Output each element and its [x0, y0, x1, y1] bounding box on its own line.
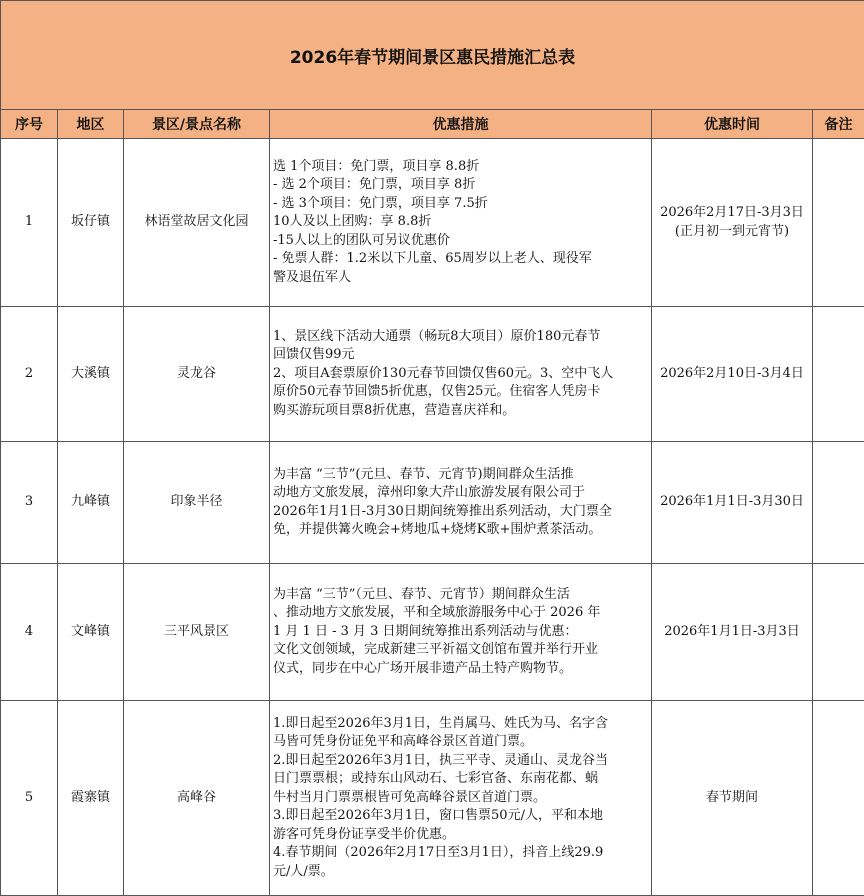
- row-remarks: [813, 139, 864, 307]
- row-remarks: [813, 307, 864, 442]
- table-row: [1, 307, 864, 442]
- row-scenic: 高峰谷: [124, 701, 270, 896]
- measure-line: 文化文创领域，完成新建三平祈福文创馆布置并举行开业: [273, 641, 647, 660]
- period-line: 2026年2月10日-3月4日: [652, 365, 812, 384]
- row-scenic: 三平风景区: [124, 564, 270, 701]
- row-period: [652, 442, 813, 564]
- measure-line: 选 1个项目：免门票，项目享 8.8折: [273, 158, 647, 177]
- row-period: [652, 139, 813, 307]
- header-period: 优惠时间: [652, 110, 813, 139]
- row-seq: 5: [1, 701, 58, 896]
- measure-line: 牛村当月门票票根皆可免高峰谷景区首道门票。: [273, 789, 647, 808]
- row-scenic: 灵龙谷: [124, 307, 270, 442]
- table-row: [1, 701, 864, 896]
- measure-line: 原价50元春节回馈5折优惠，仅售25元。住宿客人凭房卡: [273, 383, 647, 402]
- measure-line: 2、项目A套票原价130元春节回馈仅售60元。3、空中飞人: [273, 365, 647, 384]
- row-region: 九峰镇: [58, 442, 124, 564]
- row-remarks: [813, 564, 864, 701]
- measure-line: 、推动地方文旅发展，平和全域旅游服务中心于 2026 年: [273, 604, 647, 623]
- row-seq: 2: [1, 307, 58, 442]
- measure-line: -15人以上的团队可另议优惠价: [273, 232, 647, 251]
- header-seq: 序号: [1, 110, 58, 139]
- header-region: 地区: [58, 110, 124, 139]
- period-line: 2026年2月17日-3月3日: [652, 204, 812, 223]
- measure-line: - 选 3个项目：免门票，项目享 7.5折: [273, 195, 647, 214]
- measure-line: - 选 2个项目：免门票，项目享 8折: [273, 176, 647, 195]
- measure-line: 2.即日起至2026年3月1日，执三平寺、灵通山、灵龙谷当: [273, 752, 647, 771]
- measure-line: 仪式，同步在中心广场开展非遗产品土特产购物节。: [273, 660, 647, 679]
- period-line: 2026年1月1日-3月30日: [652, 493, 812, 512]
- measure-line: 3.即日起至2026年3月1日，窗口售票50元/人，平和本地: [273, 807, 647, 826]
- measure-line: 元/人/票。: [273, 863, 647, 882]
- measure-line: 动地方文旅发展，漳州印象大芹山旅游发展有限公司于: [273, 484, 647, 503]
- measure-line: 警及退伍军人: [273, 269, 647, 288]
- measure-line: 1 月 1 日 - 3 月 3 日期间统筹推出系列活动与优惠：: [273, 623, 647, 642]
- row-remarks: [813, 442, 864, 564]
- row-period: [652, 307, 813, 442]
- row-remarks: [813, 701, 864, 896]
- period-line: (正月初一到元宵节): [652, 223, 812, 242]
- table-title: 2026年春节期间景区惠民措施汇总表: [1, 1, 864, 110]
- measure-line: 为丰富 “三节”（元旦、春节、元宵节）期间群众生活: [273, 586, 647, 605]
- measure-line: 游客可凭身份证享受半价优惠。: [273, 826, 647, 845]
- measure-line: 1、景区线下活动大通票（畅玩8大项目）原价180元春节: [273, 328, 647, 347]
- measure-line: 2026年1月1日-3月30日期间统筹推出系列活动，大门票全: [273, 503, 647, 522]
- row-seq: 3: [1, 442, 58, 564]
- header-measures: 优惠措施: [270, 110, 652, 139]
- row-measures: [270, 701, 652, 896]
- period-line: 2026年1月1日-3月3日: [652, 623, 812, 642]
- header-row: [1, 110, 864, 139]
- header-scenic: 景区/景点名称: [124, 110, 270, 139]
- row-region: 霞寨镇: [58, 701, 124, 896]
- row-period: [652, 564, 813, 701]
- row-measures: [270, 139, 652, 307]
- measure-line: 日门票票根；或持东山风动石、七彩官备、东南花都、蜗: [273, 770, 647, 789]
- row-scenic: 印象半径: [124, 442, 270, 564]
- measure-line: 免，并提供篝火晚会+烤地瓜+烧烤K歌+围炉煮茶活动。: [273, 521, 647, 540]
- row-measures: [270, 307, 652, 442]
- row-region: 文峰镇: [58, 564, 124, 701]
- title-row: [1, 1, 864, 110]
- measure-line: - 免票人群：1.2米以下儿童、65周岁以上老人、现役军: [273, 250, 647, 269]
- table-row: [1, 442, 864, 564]
- table-row: [1, 139, 864, 307]
- measure-line: 马皆可凭身份证免平和高峰谷景区首道门票。: [273, 733, 647, 752]
- row-scenic: 林语堂故居文化园: [124, 139, 270, 307]
- measure-line: 4.春节期间（2026年2月17日至3月1日），抖音上线29.9: [273, 844, 647, 863]
- measure-line: 购买游玩项目票8折优惠，营造喜庆祥和。: [273, 402, 647, 421]
- measure-line: 10人及以上团购：享 8.8折: [273, 213, 647, 232]
- row-region: 大溪镇: [58, 307, 124, 442]
- row-measures: [270, 442, 652, 564]
- measure-line: 回馈仅售99元: [273, 346, 647, 365]
- row-seq: 4: [1, 564, 58, 701]
- row-measures: [270, 564, 652, 701]
- row-region: 坂仔镇: [58, 139, 124, 307]
- row-period: [652, 701, 813, 896]
- period-line: 春节期间: [652, 789, 812, 808]
- header-remarks: 备注: [813, 110, 864, 139]
- row-seq: 1: [1, 139, 58, 307]
- measure-line: 1.即日起至2026年3月1日，生肖属马、姓氏为马、名字含: [273, 715, 647, 734]
- measure-line: 为丰富 “三节”(元旦、春节、元宵节)期间群众生活推: [273, 466, 647, 485]
- table-row: [1, 564, 864, 701]
